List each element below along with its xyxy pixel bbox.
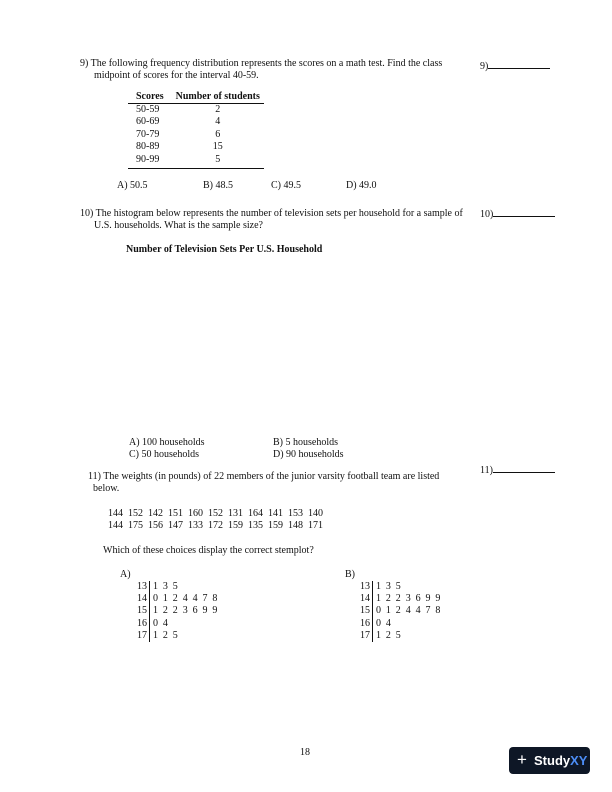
q11-prompt: Which of these choices display the correct stemplot? bbox=[103, 545, 314, 556]
stem: 13 bbox=[137, 581, 147, 592]
q9-answer-label: 9) bbox=[480, 61, 489, 72]
table-cell-score: 50-59 bbox=[136, 104, 160, 115]
frequency-table bbox=[128, 91, 264, 169]
q10-choice-b[interactable]: B) 5 households bbox=[273, 437, 338, 448]
studyxy-logo[interactable] bbox=[509, 747, 590, 774]
stem-divider bbox=[372, 593, 373, 605]
q9-choice-c[interactable]: C) 49.5 bbox=[271, 180, 301, 191]
stem: 16 bbox=[137, 617, 147, 629]
leaves: 1 2 5 bbox=[153, 629, 179, 641]
stemplot-b bbox=[357, 581, 477, 642]
weights-data-line2: 144 175 156 147 133 172 159 135 159 148 171 bbox=[108, 520, 323, 531]
stem-divider bbox=[372, 630, 373, 642]
plus-icon: + bbox=[517, 750, 527, 769]
table-cell-count: 5 bbox=[168, 154, 264, 169]
stemplot-row bbox=[134, 630, 254, 642]
stem: 17 bbox=[360, 629, 370, 641]
q10-answer-blank bbox=[480, 206, 555, 221]
table-row bbox=[128, 141, 264, 153]
table-cell-count: 15 bbox=[212, 141, 223, 153]
table-header-students: Number of students bbox=[168, 91, 264, 104]
stem: 13 bbox=[360, 581, 370, 592]
stem: 14 bbox=[137, 593, 147, 605]
stem: 14 bbox=[360, 593, 370, 605]
table-row bbox=[128, 116, 264, 128]
table-cell-score: 70-79 bbox=[136, 128, 160, 140]
stem-divider bbox=[149, 618, 150, 630]
q11-answer-blank bbox=[480, 462, 555, 477]
weights-data-line1: 144 152 142 151 160 152 131 164 141 153 140 bbox=[108, 508, 323, 519]
stemplot-row bbox=[357, 630, 477, 642]
leaves: 1 2 2 3 6 9 9 bbox=[376, 593, 442, 605]
q10-text-line2: U.S. households. What is the sample size? bbox=[94, 220, 263, 231]
stem: 17 bbox=[137, 629, 147, 641]
answer-line bbox=[493, 462, 555, 473]
stem-divider bbox=[149, 581, 150, 593]
leaves: 0 4 bbox=[376, 617, 393, 629]
leaves: 0 1 2 4 4 7 8 bbox=[376, 605, 442, 617]
table-row bbox=[128, 154, 264, 169]
table-header-row bbox=[128, 91, 264, 104]
table-cell-count: 6 bbox=[215, 128, 221, 140]
q9-choice-b[interactable]: B) 48.5 bbox=[203, 180, 233, 191]
stem-divider bbox=[149, 630, 150, 642]
table-row bbox=[128, 129, 264, 141]
table-cell-count: 4 bbox=[215, 116, 221, 128]
stemplot-row bbox=[357, 618, 477, 630]
q9-text-line2: midpoint of scores for the interval 40-59. bbox=[94, 70, 259, 81]
stem: 15 bbox=[360, 605, 370, 617]
leaves: 1 3 5 bbox=[376, 581, 402, 592]
stemplot-row bbox=[134, 581, 254, 593]
table-cell-score: 90-99 bbox=[128, 154, 168, 169]
q10-text-line1: 10) The histogram below represents the number of television sets per household for a sample of bbox=[80, 208, 463, 219]
stem-divider bbox=[372, 581, 373, 593]
q11-option-b-label[interactable]: B) bbox=[345, 569, 355, 580]
stemplot-a bbox=[134, 581, 254, 642]
q11-option-a-label[interactable]: A) bbox=[120, 569, 131, 580]
q9-choice-a[interactable]: A) 50.5 bbox=[117, 180, 148, 191]
stemplot-row bbox=[357, 581, 477, 593]
q10-choice-c[interactable]: C) 50 households bbox=[129, 449, 199, 460]
leaves: 0 1 2 4 4 7 8 bbox=[153, 593, 219, 605]
leaves: 1 2 5 bbox=[376, 629, 402, 641]
table-cell-score: 80-89 bbox=[136, 141, 160, 153]
stem: 15 bbox=[137, 605, 147, 617]
stem-divider bbox=[372, 605, 373, 617]
answer-line bbox=[488, 58, 550, 69]
logo-text-study: Study bbox=[534, 753, 571, 768]
table-cell-score: 60-69 bbox=[136, 116, 160, 128]
stem-divider bbox=[149, 605, 150, 617]
stemplot-row bbox=[134, 618, 254, 630]
q9-answer-blank bbox=[480, 58, 550, 73]
q10-answer-label: 10) bbox=[480, 209, 494, 220]
stemplot-row bbox=[134, 605, 254, 617]
leaves: 0 4 bbox=[153, 617, 170, 629]
q10-choice-d[interactable]: D) 90 households bbox=[273, 449, 344, 460]
leaves: 1 3 5 bbox=[153, 581, 179, 592]
histogram-title: Number of Television Sets Per U.S. Household bbox=[126, 244, 323, 255]
answer-line bbox=[493, 206, 555, 217]
stem: 16 bbox=[360, 617, 370, 629]
logo-text bbox=[534, 753, 587, 768]
q9-choice-d[interactable]: D) 49.0 bbox=[346, 180, 377, 191]
table-cell-count: 2 bbox=[215, 104, 221, 115]
table-header-scores: Scores bbox=[128, 91, 168, 104]
stem-divider bbox=[372, 618, 373, 630]
logo-text-xy: XY bbox=[570, 753, 588, 768]
q9-text-line1: 9) The following frequency distribution represents the scores on a math test. Find the class bbox=[80, 58, 443, 69]
q11-answer-label: 11) bbox=[480, 465, 493, 476]
page-number: 18 bbox=[300, 747, 310, 758]
stem-divider bbox=[149, 593, 150, 605]
stemplot-row bbox=[134, 593, 254, 605]
stemplot-row bbox=[357, 593, 477, 605]
leaves: 1 2 2 3 6 9 9 bbox=[153, 605, 219, 617]
stemplot-row bbox=[357, 605, 477, 617]
table-row bbox=[128, 104, 264, 117]
q11-text-line1: 11) The weights (in pounds) of 22 members of the junior varsity football team are listed bbox=[88, 471, 440, 482]
q11-text-line2: below. bbox=[93, 483, 120, 494]
q10-choice-a[interactable]: A) 100 households bbox=[129, 437, 205, 448]
